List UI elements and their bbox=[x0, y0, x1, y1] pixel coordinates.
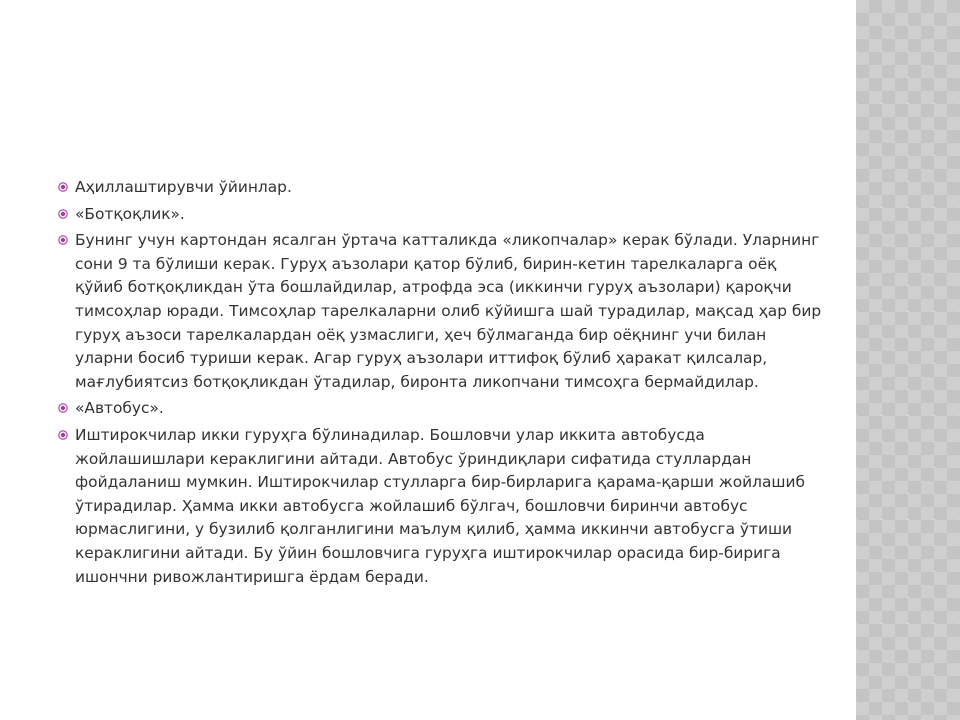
circle-bullet-icon bbox=[58, 209, 68, 219]
circle-bullet-icon bbox=[58, 403, 68, 413]
list-item bbox=[58, 203, 828, 227]
circle-bullet-icon bbox=[58, 235, 68, 245]
bullet-list bbox=[58, 176, 828, 589]
list-item-text: Иштирокчилар икки гуруҳга бўлинадилар. Бошловчи улар иккита автобусда жойлашишлари кераклигини айтади. Автобус ўриндиқлари сифатида стуллардан фойдаланиш мумкин. Иштирокчилар стулларга бир-бирларига қарама-қарши жойлашиб ўтирадилар. Ҳамма икки автобусга жойлашиб бўлгач, бошловчи биринчи автобус юрмаслигини, у бузилиб қолганлигини маълум қилиб, ҳамма иккинчи автобусга ўтиши кераклигини айтади. Бу ўйин бошловчига гуруҳга иштирокчилар орасида бир-бирига ишончни ривожлантиришга ёрдам беради. bbox=[75, 425, 805, 586]
list-item bbox=[58, 424, 828, 589]
list-item bbox=[58, 176, 828, 200]
list-item bbox=[58, 229, 828, 394]
list-item bbox=[58, 397, 828, 421]
circle-bullet-icon bbox=[58, 430, 68, 440]
list-item-text: «Автобус». bbox=[75, 399, 164, 418]
list-item-text: «Ботқоқлик». bbox=[75, 204, 185, 223]
slide-body bbox=[58, 176, 828, 592]
circle-bullet-icon bbox=[58, 182, 68, 192]
decorative-side-band bbox=[856, 0, 960, 720]
list-item-text: Аҳиллаштирувчи ўйинлар. bbox=[75, 178, 292, 196]
list-item-text: Бунинг учун картондан ясалган ўртача катталикда «ликопчалар» керак бўлади. Уларнинг сони 9 та бўлиши керак. Гуруҳ аъзолари қатор бўлиб, бирин-кетин тарелкаларга оёқ қўйиб ботқоқликдан ўта бошлайдилар, атрофда эса (иккинчи гуруҳ аъзолари) қароқчи тимсоҳлар юради. Тимсоҳлар тарелкаларни олиб кўйишга шай турадилар, мақсад ҳар бир гуруҳ аъзоси тарелкалардан оёқ узмаслиги, ҳеч бўлмаганда бир оёқнинг учи билан уларни босиб туриши керак. Агар гуруҳ аъзолари иттифоқ бўлиб ҳаракат қилсалар, мағлубиятсиз ботқоқликдан ўтадилар, биронта ликопчани тимсоҳга бермайдилар. bbox=[75, 231, 822, 391]
